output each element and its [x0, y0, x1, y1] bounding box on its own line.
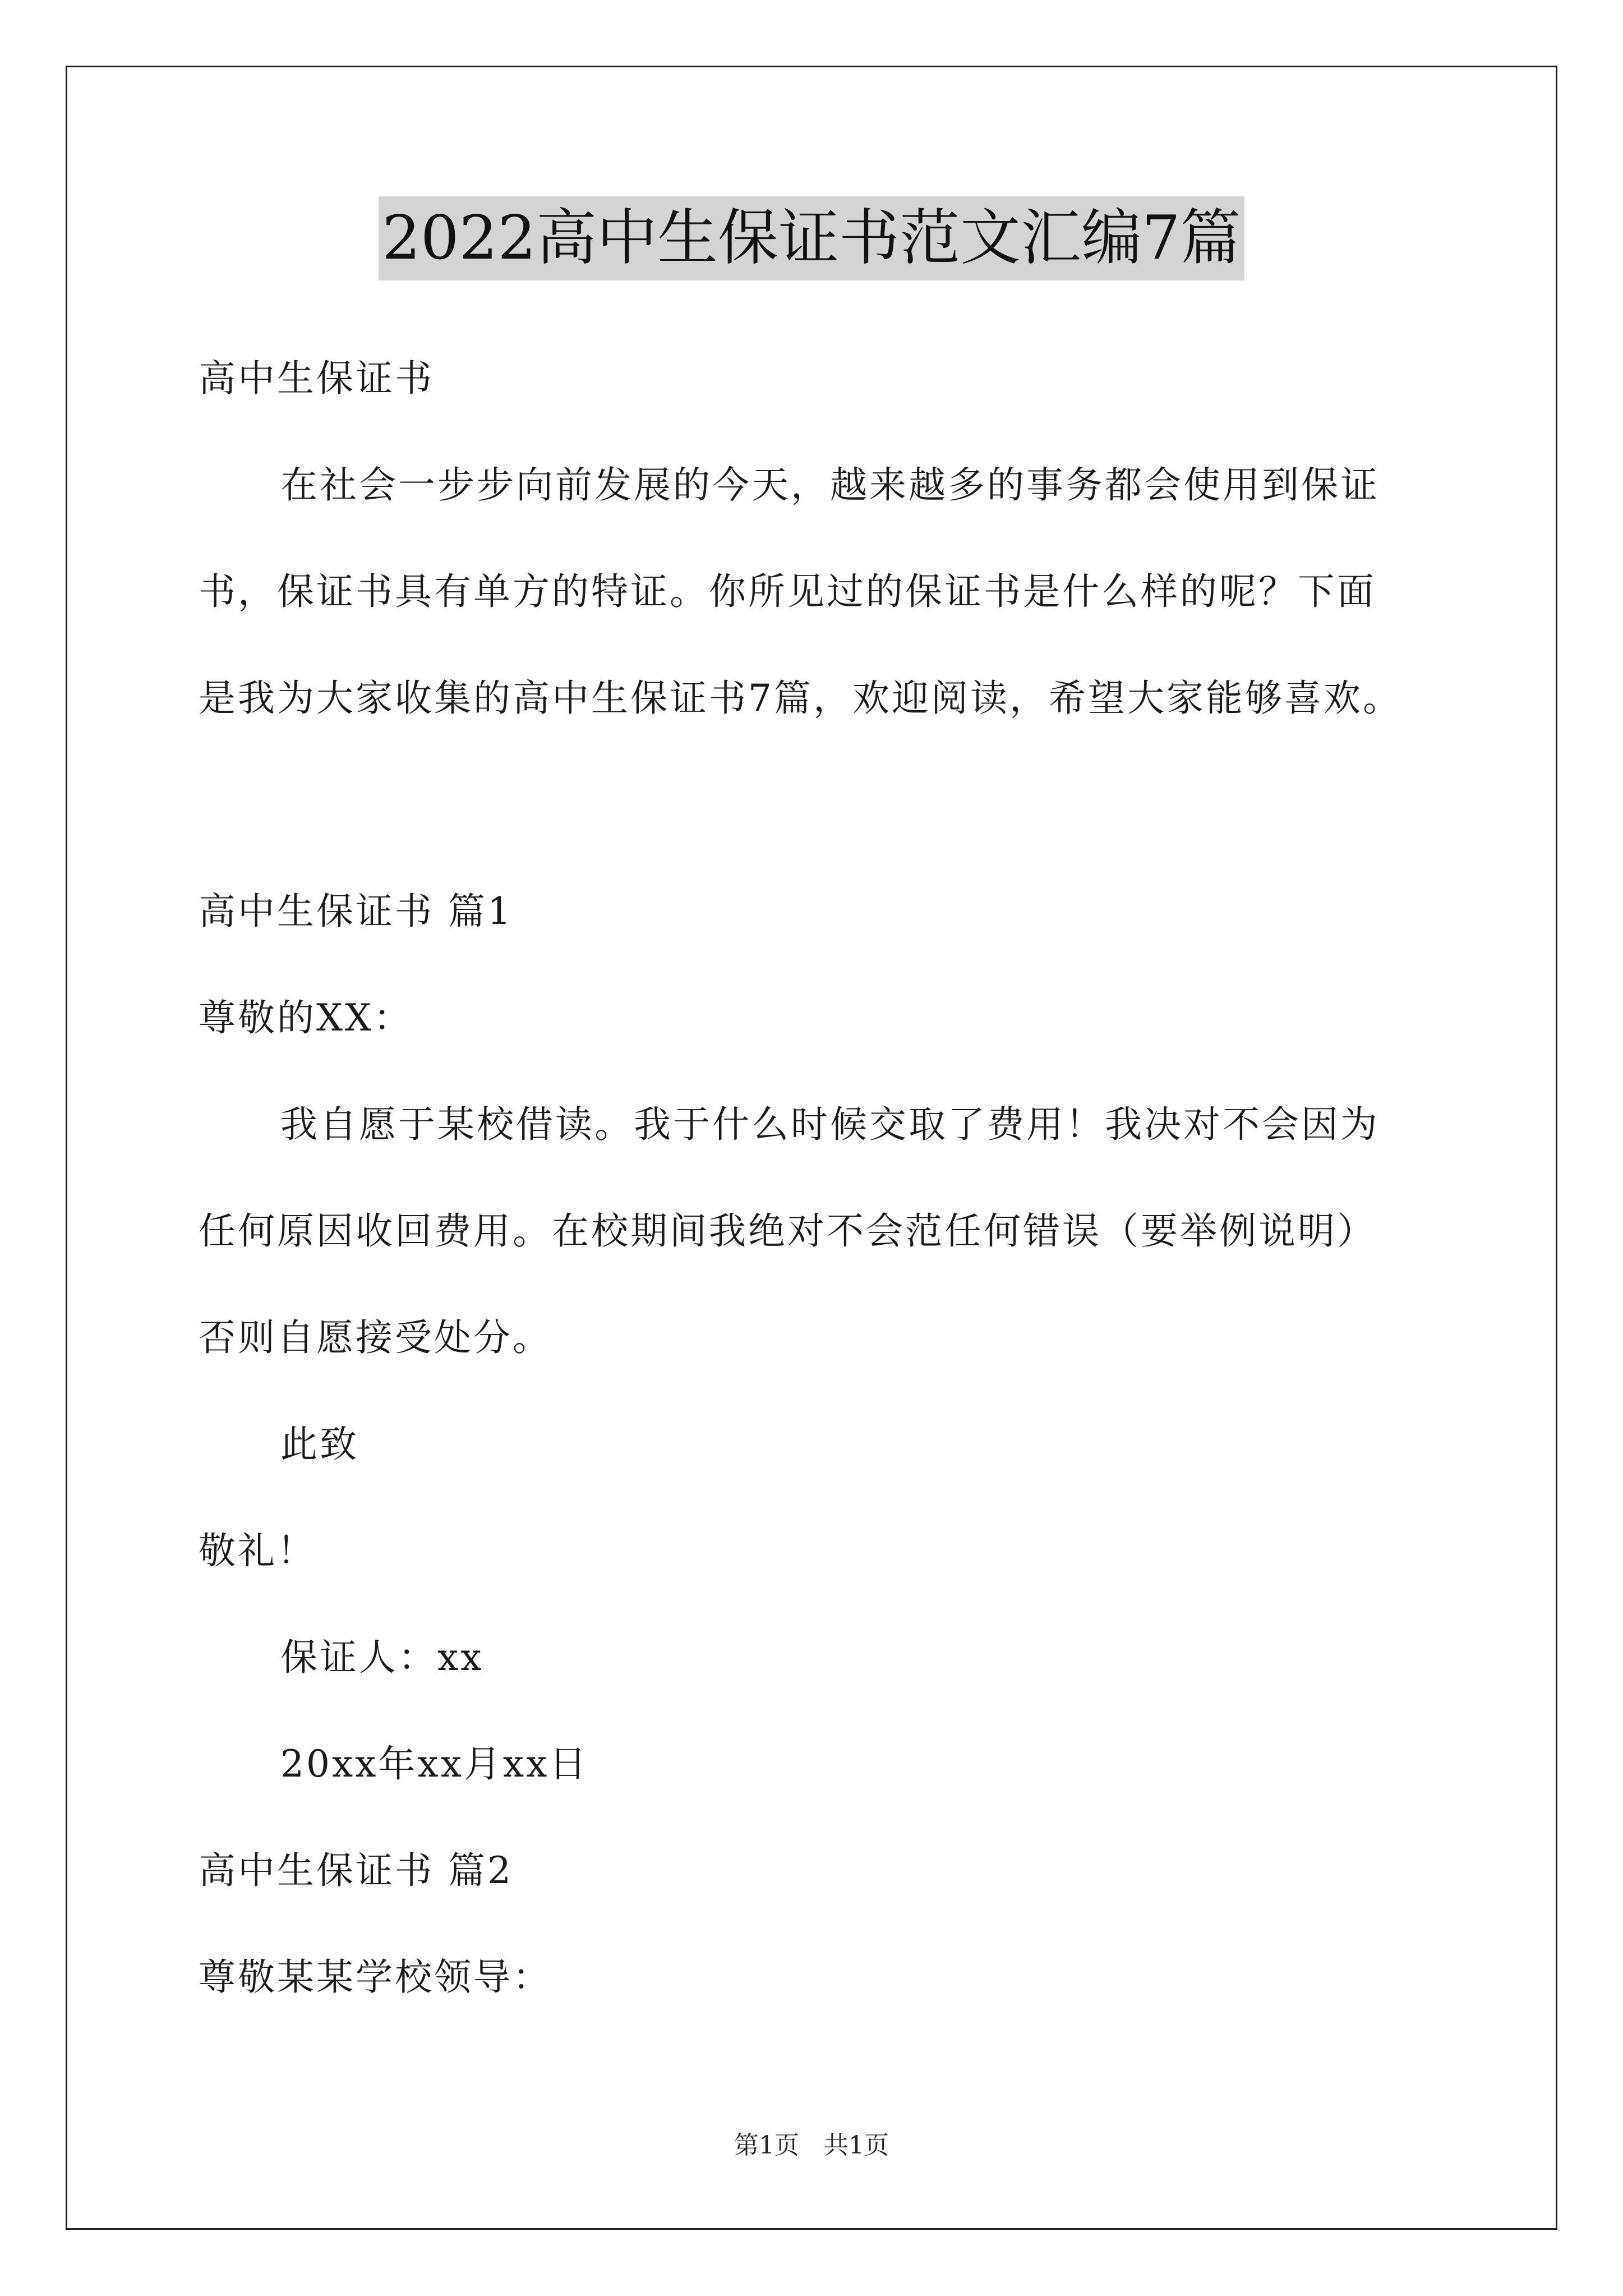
- section-heading: 高中生保证书: [199, 357, 434, 400]
- closing-line: 此致: [280, 1423, 359, 1466]
- page-footer: 第1页 共1页: [734, 2131, 889, 2160]
- salutation: 尊敬的XX：: [199, 996, 413, 1039]
- paragraph-line: 在社会一步步向前发展的今天，越来越多的事务都会使用到保证: [280, 463, 1380, 507]
- guarantor-line: 保证人：xx: [280, 1636, 484, 1679]
- document-title: 2022高中生保证书范文汇编7篇: [379, 196, 1244, 280]
- section-heading: 高中生保证书 篇1: [199, 890, 513, 933]
- date-line: 20xx年xx月xx日: [280, 1742, 589, 1786]
- paragraph-line: 我自愿于某校借读。我于什么时候交取了费用！我决对不会因为: [280, 1103, 1380, 1146]
- paragraph-line: 书，保证书具有单方的特证。你所见过的保证书是什么样的呢？下面: [199, 570, 1376, 613]
- paragraph-line: 任何原因收回费用。在校期间我绝对不会范任何错误（要举例说明）: [199, 1209, 1376, 1253]
- title-container: [0, 196, 1623, 280]
- section-heading: 高中生保证书 篇2: [199, 1849, 513, 1892]
- closing-line: 敬礼！: [199, 1529, 316, 1572]
- salutation: 尊敬某某学校领导：: [199, 1955, 552, 1999]
- paragraph-line: 否则自愿接受处分。: [199, 1316, 552, 1359]
- paragraph-line: 是我为大家收集的高中生保证书7篇，欢迎阅读，希望大家能够喜欢。: [199, 677, 1402, 720]
